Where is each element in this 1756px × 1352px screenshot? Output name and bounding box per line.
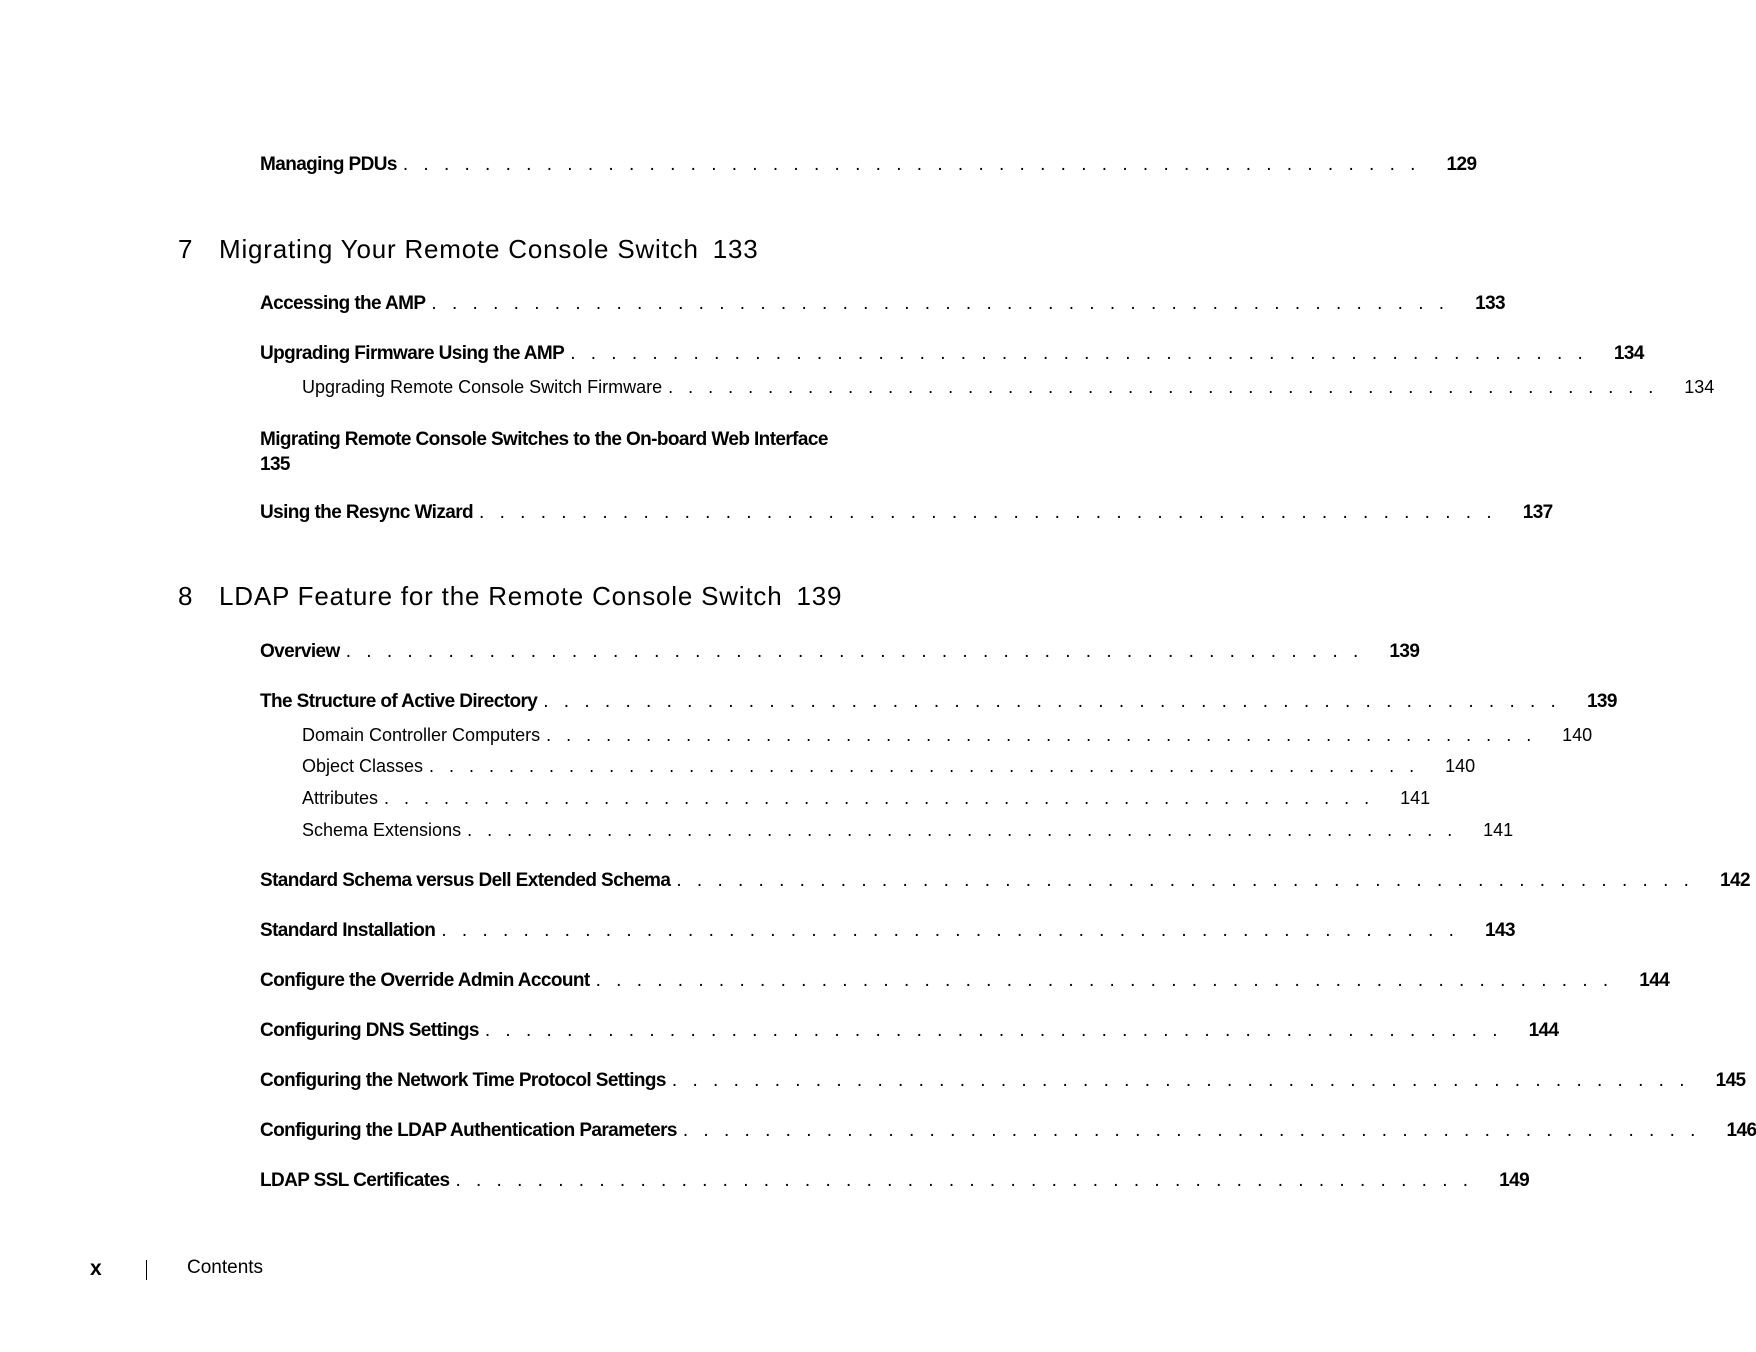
toc-entry[interactable] xyxy=(260,1070,1746,1092)
toc-entry[interactable] xyxy=(260,970,1670,992)
toc-entry-title: Upgrading Firmware Using the AMP xyxy=(260,343,570,365)
toc-entry[interactable] xyxy=(260,870,1750,892)
toc-entry-title: LDAP SSL Certificates xyxy=(260,1170,455,1192)
toc-entry-page: 129 xyxy=(1420,154,1476,176)
toc-entry-page: 135 xyxy=(260,454,290,475)
dot-leader: . . . . . . . . . . . . . . . . . . . . . . . . . . . . . . . . . . . . . . . . . . . . . . . . . . xyxy=(345,641,1364,662)
dot-leader: . . . . . . . . . . . . . . . . . . . . . . . . . . . . . . . . . . . . . . . . . . . . . . . . . . xyxy=(676,870,1694,891)
dot-leader: . . . . . . . . . . . . . . . . . . . . . . . . . . . . . . . . . . . . . . . . . . . . . . . . . . xyxy=(484,1020,1503,1041)
chapter-page: 133 xyxy=(712,234,759,264)
toc-entry-page: 143 xyxy=(1459,920,1515,942)
toc-entry-page: 134 xyxy=(1658,377,1714,398)
toc-entry-page: 134 xyxy=(1588,343,1644,365)
toc-entry-title: Upgrading Remote Console Switch Firmware xyxy=(302,377,668,398)
toc-entry-title: Standard Installation xyxy=(260,920,441,942)
chapter-title: LDAP Feature for the Remote Console Switch xyxy=(219,581,783,611)
dot-leader: . . . . . . . . . . . . . . . . . . . . . . . . . . . . . . . . . . . . . . . . . . . . . . . . . . xyxy=(429,756,1420,776)
footer-label: Contents xyxy=(187,1257,264,1278)
toc-entry-title: Configuring the LDAP Authentication Parameters xyxy=(260,1120,683,1142)
toc-entry-page: 137 xyxy=(1497,502,1553,524)
toc-entry[interactable] xyxy=(260,502,1553,524)
toc-entry-title: Object Classes xyxy=(302,756,429,777)
toc-entry-page: 142 xyxy=(1694,870,1750,892)
toc-entry[interactable] xyxy=(260,1170,1530,1192)
toc-entry-title: Schema Extensions xyxy=(302,820,467,841)
toc-entry-page: 145 xyxy=(1690,1070,1746,1092)
dot-leader: . . . . . . . . . . . . . . . . . . . . . . . . . . . . . . . . . . . . . . . . . . . . . . . . . . xyxy=(543,691,1561,712)
toc-entry[interactable] xyxy=(260,920,1515,942)
toc-entry-page: 139 xyxy=(1561,691,1617,713)
toc-entry-title: Accessing the AMP xyxy=(260,293,431,315)
chapter-number: 7 xyxy=(178,234,194,264)
chapter-page: 139 xyxy=(796,581,843,611)
toc-entry-page: 146 xyxy=(1700,1120,1756,1142)
toc-entry-page: 140 xyxy=(1536,725,1592,746)
dot-leader: . . . . . . . . . . . . . . . . . . . . . . . . . . . . . . . . . . . . . . . . . . . . . . . . . . xyxy=(668,377,1659,397)
toc-entry-page: 149 xyxy=(1473,1170,1529,1192)
dot-leader: . . . . . . . . . . . . . . . . . . . . . . . . . . . . . . . . . . . . . . . . . . . . . . . . . . xyxy=(595,970,1614,991)
dot-leader: . . . . . . . . . . . . . . . . . . . . . . . . . . . . . . . . . . . . . . . . . . . . . . . . . . xyxy=(455,1170,1474,1191)
dot-leader: . . . . . . . . . . . . . . . . . . . . . . . . . . . . . . . . . . . . . . . . . . . . . . . . . . xyxy=(682,1120,1701,1141)
toc-entry-title: Managing PDUs xyxy=(260,154,403,176)
toc-entry[interactable] xyxy=(260,691,1617,713)
dot-leader: . . . . . . . . . . . . . . . . . . . . . . . . . . . . . . . . . . . . . . . . . . . . . . . . . . xyxy=(570,343,1588,364)
dot-leader: . . . . . . . . . . . . . . . . . . . . . . . . . . . . . . . . . . . . . . . . . . . . . . . . . . xyxy=(431,293,1450,314)
toc-entry[interactable] xyxy=(260,427,830,477)
toc-entry-title: Configure the Override Admin Account xyxy=(260,970,596,992)
toc-entry-title: The Structure of Active Directory xyxy=(260,691,543,713)
toc-entry-title: Configuring the Network Time Protocol Settings xyxy=(260,1070,672,1092)
toc-entry-title: Attributes xyxy=(302,788,384,809)
dot-leader: . . . . . . . . . . . . . . . . . . . . . . . . . . . . . . . . . . . . . . . . . . . . . . . . . . xyxy=(441,920,1459,941)
toc-entry[interactable] xyxy=(260,641,1420,663)
toc-entry[interactable] xyxy=(260,1020,1559,1042)
dot-leader: . . . . . . . . . . . . . . . . . . . . . . . . . . . . . . . . . . . . . . . . . . . . . . . . . . xyxy=(467,820,1458,840)
toc-entry-title: Overview xyxy=(260,641,346,663)
toc-entry-page: 133 xyxy=(1449,293,1505,315)
dot-leader: . . . . . . . . . . . . . . . . . . . . . . . . . . . . . . . . . . . . . . . . . . . . . . . . . . xyxy=(546,725,1537,745)
chapter-number: 8 xyxy=(178,581,194,611)
dot-leader: . . . . . . . . . . . . . . . . . . . . . . . . . . . . . . . . . . . . . . . . . . . . . . . . . . xyxy=(402,154,1421,175)
chapter-heading[interactable] xyxy=(178,581,842,612)
toc-entry-page: 141 xyxy=(1457,820,1513,841)
toc-entry-title: Using the Resync Wizard xyxy=(260,502,479,524)
toc-entry-page: 144 xyxy=(1613,970,1669,992)
toc-subentry[interactable] xyxy=(302,377,1715,398)
toc-entry[interactable] xyxy=(260,154,1477,176)
toc-entry[interactable] xyxy=(260,343,1644,365)
toc-entry-page: 141 xyxy=(1374,788,1430,809)
toc-entry-title: Configuring DNS Settings xyxy=(260,1020,485,1042)
toc-entry-title: Standard Schema versus Dell Extended Schema xyxy=(260,870,676,892)
toc-entry-title: Migrating Remote Console Switches to the On-board Web Interface xyxy=(260,429,828,450)
chapter-title: Migrating Your Remote Console Switch xyxy=(219,234,699,264)
footer-page-number: x xyxy=(90,1257,102,1280)
toc-entry[interactable] xyxy=(260,1120,1756,1142)
toc-subentry[interactable] xyxy=(302,788,1431,809)
toc-entry-page: 144 xyxy=(1502,1020,1558,1042)
toc-subentry[interactable] xyxy=(302,820,1514,841)
toc-entry[interactable] xyxy=(260,293,1506,315)
footer-divider xyxy=(146,1260,147,1280)
toc-entry-page: 140 xyxy=(1419,756,1475,777)
dot-leader: . . . . . . . . . . . . . . . . . . . . . . . . . . . . . . . . . . . . . . . . . . . . . . . . . . xyxy=(479,502,1497,523)
dot-leader: . . . . . . . . . . . . . . . . . . . . . . . . . . . . . . . . . . . . . . . . . . . . . . . . . . xyxy=(384,788,1375,808)
toc-entry-page: 139 xyxy=(1363,641,1419,663)
toc-subentry[interactable] xyxy=(302,725,1593,746)
chapter-heading[interactable] xyxy=(178,234,758,265)
dot-leader: . . . . . . . . . . . . . . . . . . . . . . . . . . . . . . . . . . . . . . . . . . . . . . . . . . xyxy=(671,1070,1690,1091)
toc-subentry[interactable] xyxy=(302,756,1476,777)
toc-entry-title: Domain Controller Computers xyxy=(302,725,546,746)
